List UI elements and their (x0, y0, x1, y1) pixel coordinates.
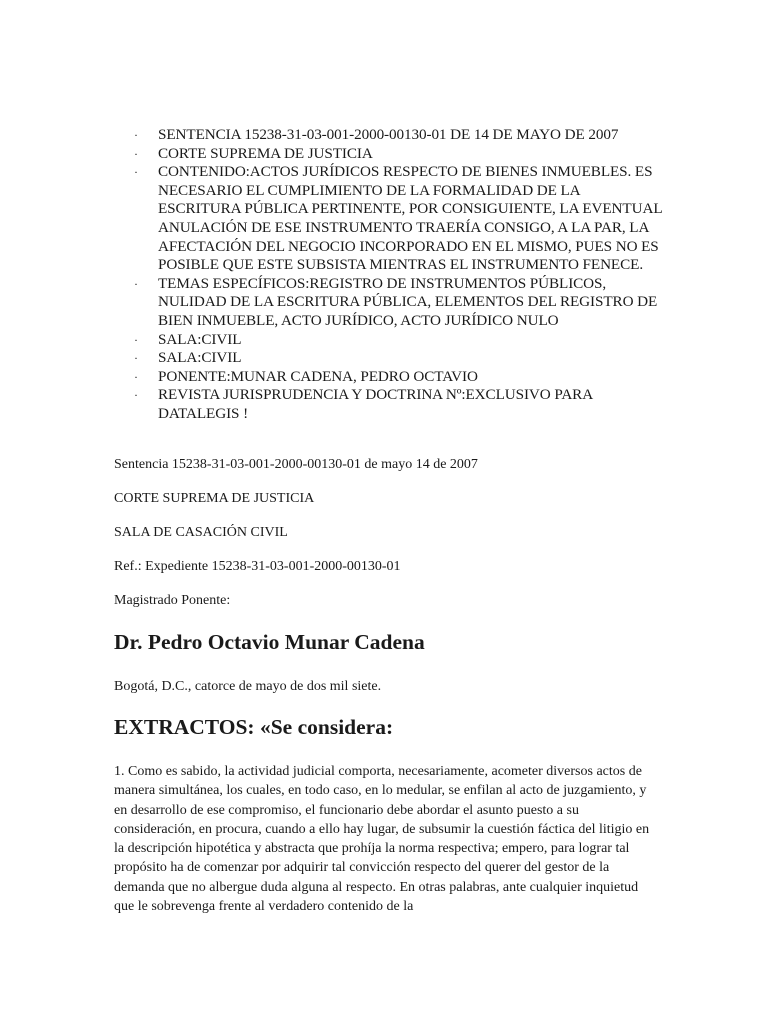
summary-item (134, 349, 664, 368)
date-line: Bogotá, D.C., catorce de mayo de dos mil siete. (114, 679, 382, 694)
chamber-name: SALA DE CASACIÓN CIVIL (114, 525, 288, 540)
summary-item-text: SENTENCIA 15238-31-03-001-2000-00130-01 DE 14 DE MAYO DE 2007 (158, 126, 619, 143)
summary-item-text: SALA:CIVIL (158, 330, 242, 348)
bullet-icon: · (134, 369, 138, 384)
summary-list (134, 126, 664, 424)
bullet-icon: · (134, 165, 138, 180)
body-paragraph: 1. Como es sabido, la actividad judicial comporta, necesariamente, acometer diversos actos de manera simultánea, los cuales, en todo caso, en lo medular, se enfilan al acto de juzgamiento, y en desarrollo de ese compromiso, el funcionario debe abordar el asunto puesto a su consideración, en procura, cuando a ello hay lugar, de subsumir la cuestión fáctica del litigio en la descripción hipotética y abstracta que prohíja la norma respectiva; empero, para lograr tal propósito ha de comenzar por adquirir tal convicción respecto del querer del gestor de la demanda que no albergue duda alguna al respecto. En otras palabras, ante cualquier inquietud que le sobrevenga frente al verdadero contenido de la (114, 764, 650, 915)
summary-item-text: CONTENIDO:ACTOS JURÍDICOS RESPECTO DE BIENES INMUEBLES. ES NECESARIO EL CUMPLIMIENTO DE LA FORMALIDAD DE LA ESCRITURA PÚBLICA PERTINENTE, POR CONSIGUIENTE, LA EVENTUAL ANULACIÓN DE ESE INSTRUMENTO TRAERÍA CONSIGO, A LA PAR, LA AFECTACIÓN DEL NEGOCIO INCORPORADO EN EL MISMO, PUES NO ES POSIBLE QUE ESTE SUBSISTA MIENTRAS EL INSTRUMENTO FENECE. (158, 163, 662, 274)
sentence-line: Sentencia 15238-31-03-001-2000-00130-01 de mayo 14 de 2007 (114, 457, 478, 472)
summary-item (134, 368, 664, 387)
bullet-icon: · (134, 276, 138, 291)
bullet-icon: · (134, 351, 138, 366)
bullet-icon: · (134, 128, 138, 142)
reference-line: Ref.: Expediente 15238-31-03-001-2000-00130-01 (114, 559, 401, 574)
magistrate-name-heading: Dr. Pedro Octavio Munar Cadena (114, 630, 425, 654)
summary-item (134, 275, 664, 331)
court-name: CORTE SUPREMA DE JUSTICIA (114, 491, 315, 506)
summary-item-text: PONENTE:MUNAR CADENA, PEDRO OCTAVIO (158, 367, 478, 385)
bullet-icon: · (134, 332, 138, 347)
magistrate-label: Magistrado Ponente: (114, 593, 231, 608)
bullet-icon: · (134, 146, 138, 161)
summary-item (134, 331, 664, 350)
summary-item-text: SALA:CIVIL (158, 349, 242, 367)
summary-item (134, 386, 664, 423)
extracts-heading: EXTRACTOS: «Se considera: (114, 715, 394, 739)
summary-item-text: REVISTA JURISPRUDENCIA Y DOCTRINA Nº:EXCLUSIVO PARA DATALEGIS ! (158, 386, 593, 422)
summary-item-text: CORTE SUPREMA DE JUSTICIA (158, 144, 373, 162)
summary-item (134, 145, 664, 164)
bullet-icon: · (134, 388, 138, 403)
summary-item (134, 126, 664, 145)
summary-item-text: TEMAS ESPECÍFICOS:REGISTRO DE INSTRUMENTOS PÚBLICOS, NULIDAD DE LA ESCRITURA PÚBLICA, ELEMENTOS DEL REGISTRO DE BIEN INMUEBLE, ACTO JURÍDICO, ACTO JURÍDICO NULO (158, 274, 658, 329)
summary-item (134, 163, 664, 275)
